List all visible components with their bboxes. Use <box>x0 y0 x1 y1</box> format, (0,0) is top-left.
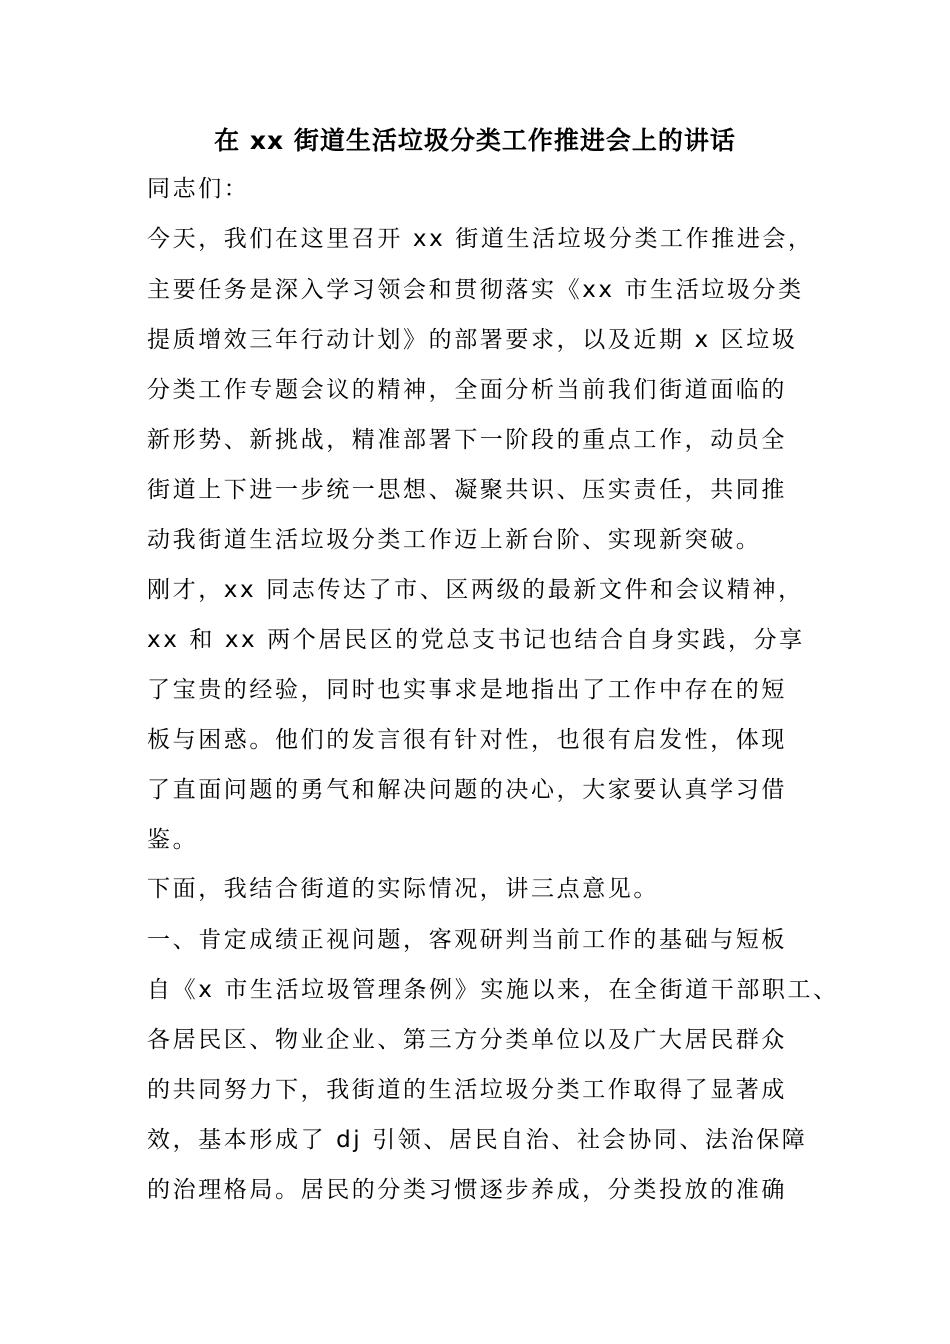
text-line: 效，基本形成了 dj 引领、居民自治、社会协同、法治保障 <box>147 1127 808 1153</box>
text-line: 了宝贵的经验，同时也实事求是地指出了工作中存在的短 <box>147 677 787 703</box>
text-line: 今天，我们在这里召开 xx 街道生活垃圾分类工作推进会， <box>147 226 814 252</box>
text-line: 了直面问题的勇气和解决问题的决心，大家要认真学习借 <box>147 777 787 803</box>
text-line: xx 和 xx 两个居民区的党总支书记也结合自身实践，分享 <box>147 627 805 653</box>
text-line: 街道上下进一步统一思想、凝聚共识、压实责任，共同推 <box>147 477 787 503</box>
text-line: 各居民区、物业企业、第三方分类单位以及广大居民群众 <box>147 1027 787 1053</box>
document-title: 在 xx 街道生活垃圾分类工作推进会上的讲话 <box>214 126 736 155</box>
text-line: 同志们： <box>147 176 250 202</box>
text-line: 下面，我结合街道的实际情况，讲三点意见。 <box>147 876 659 902</box>
text-line: 提质增效三年行动计划》的部署要求，以及近期 x 区垃圾 <box>147 327 798 353</box>
text-line: 动我街道生活垃圾分类工作迈上新台阶、实现新突破。 <box>147 527 762 553</box>
text-line: 刚才，xx 同志传达了市、区两级的最新文件和会议精神， <box>147 577 804 603</box>
text-line: 的治理格局。居民的分类习惯逐步养成，分类投放的准确 <box>147 1177 787 1203</box>
text-line: 新形势、新挑战，精准部署下一阶段的重点工作，动员全 <box>147 427 787 453</box>
text-line: 分类工作专题会议的精神，全面分析当前我们街道面临的 <box>147 377 787 403</box>
text-line: 鉴。 <box>147 827 199 853</box>
text-line: 自《x 市生活垃圾管理条例》实施以来，在全街道干部职工、 <box>147 977 839 1003</box>
text-line: 主要任务是深入学习领会和贯彻落实《xx 市生活垃圾分类 <box>147 277 804 303</box>
text-line: 的共同努力下，我街道的生活垃圾分类工作取得了显著成 <box>147 1077 787 1103</box>
text-line: 板与困惑。他们的发言很有针对性，也很有启发性，体现 <box>147 727 787 753</box>
text-line: 一、肯定成绩正视问题，客观研判当前工作的基础与短板 <box>147 927 787 953</box>
